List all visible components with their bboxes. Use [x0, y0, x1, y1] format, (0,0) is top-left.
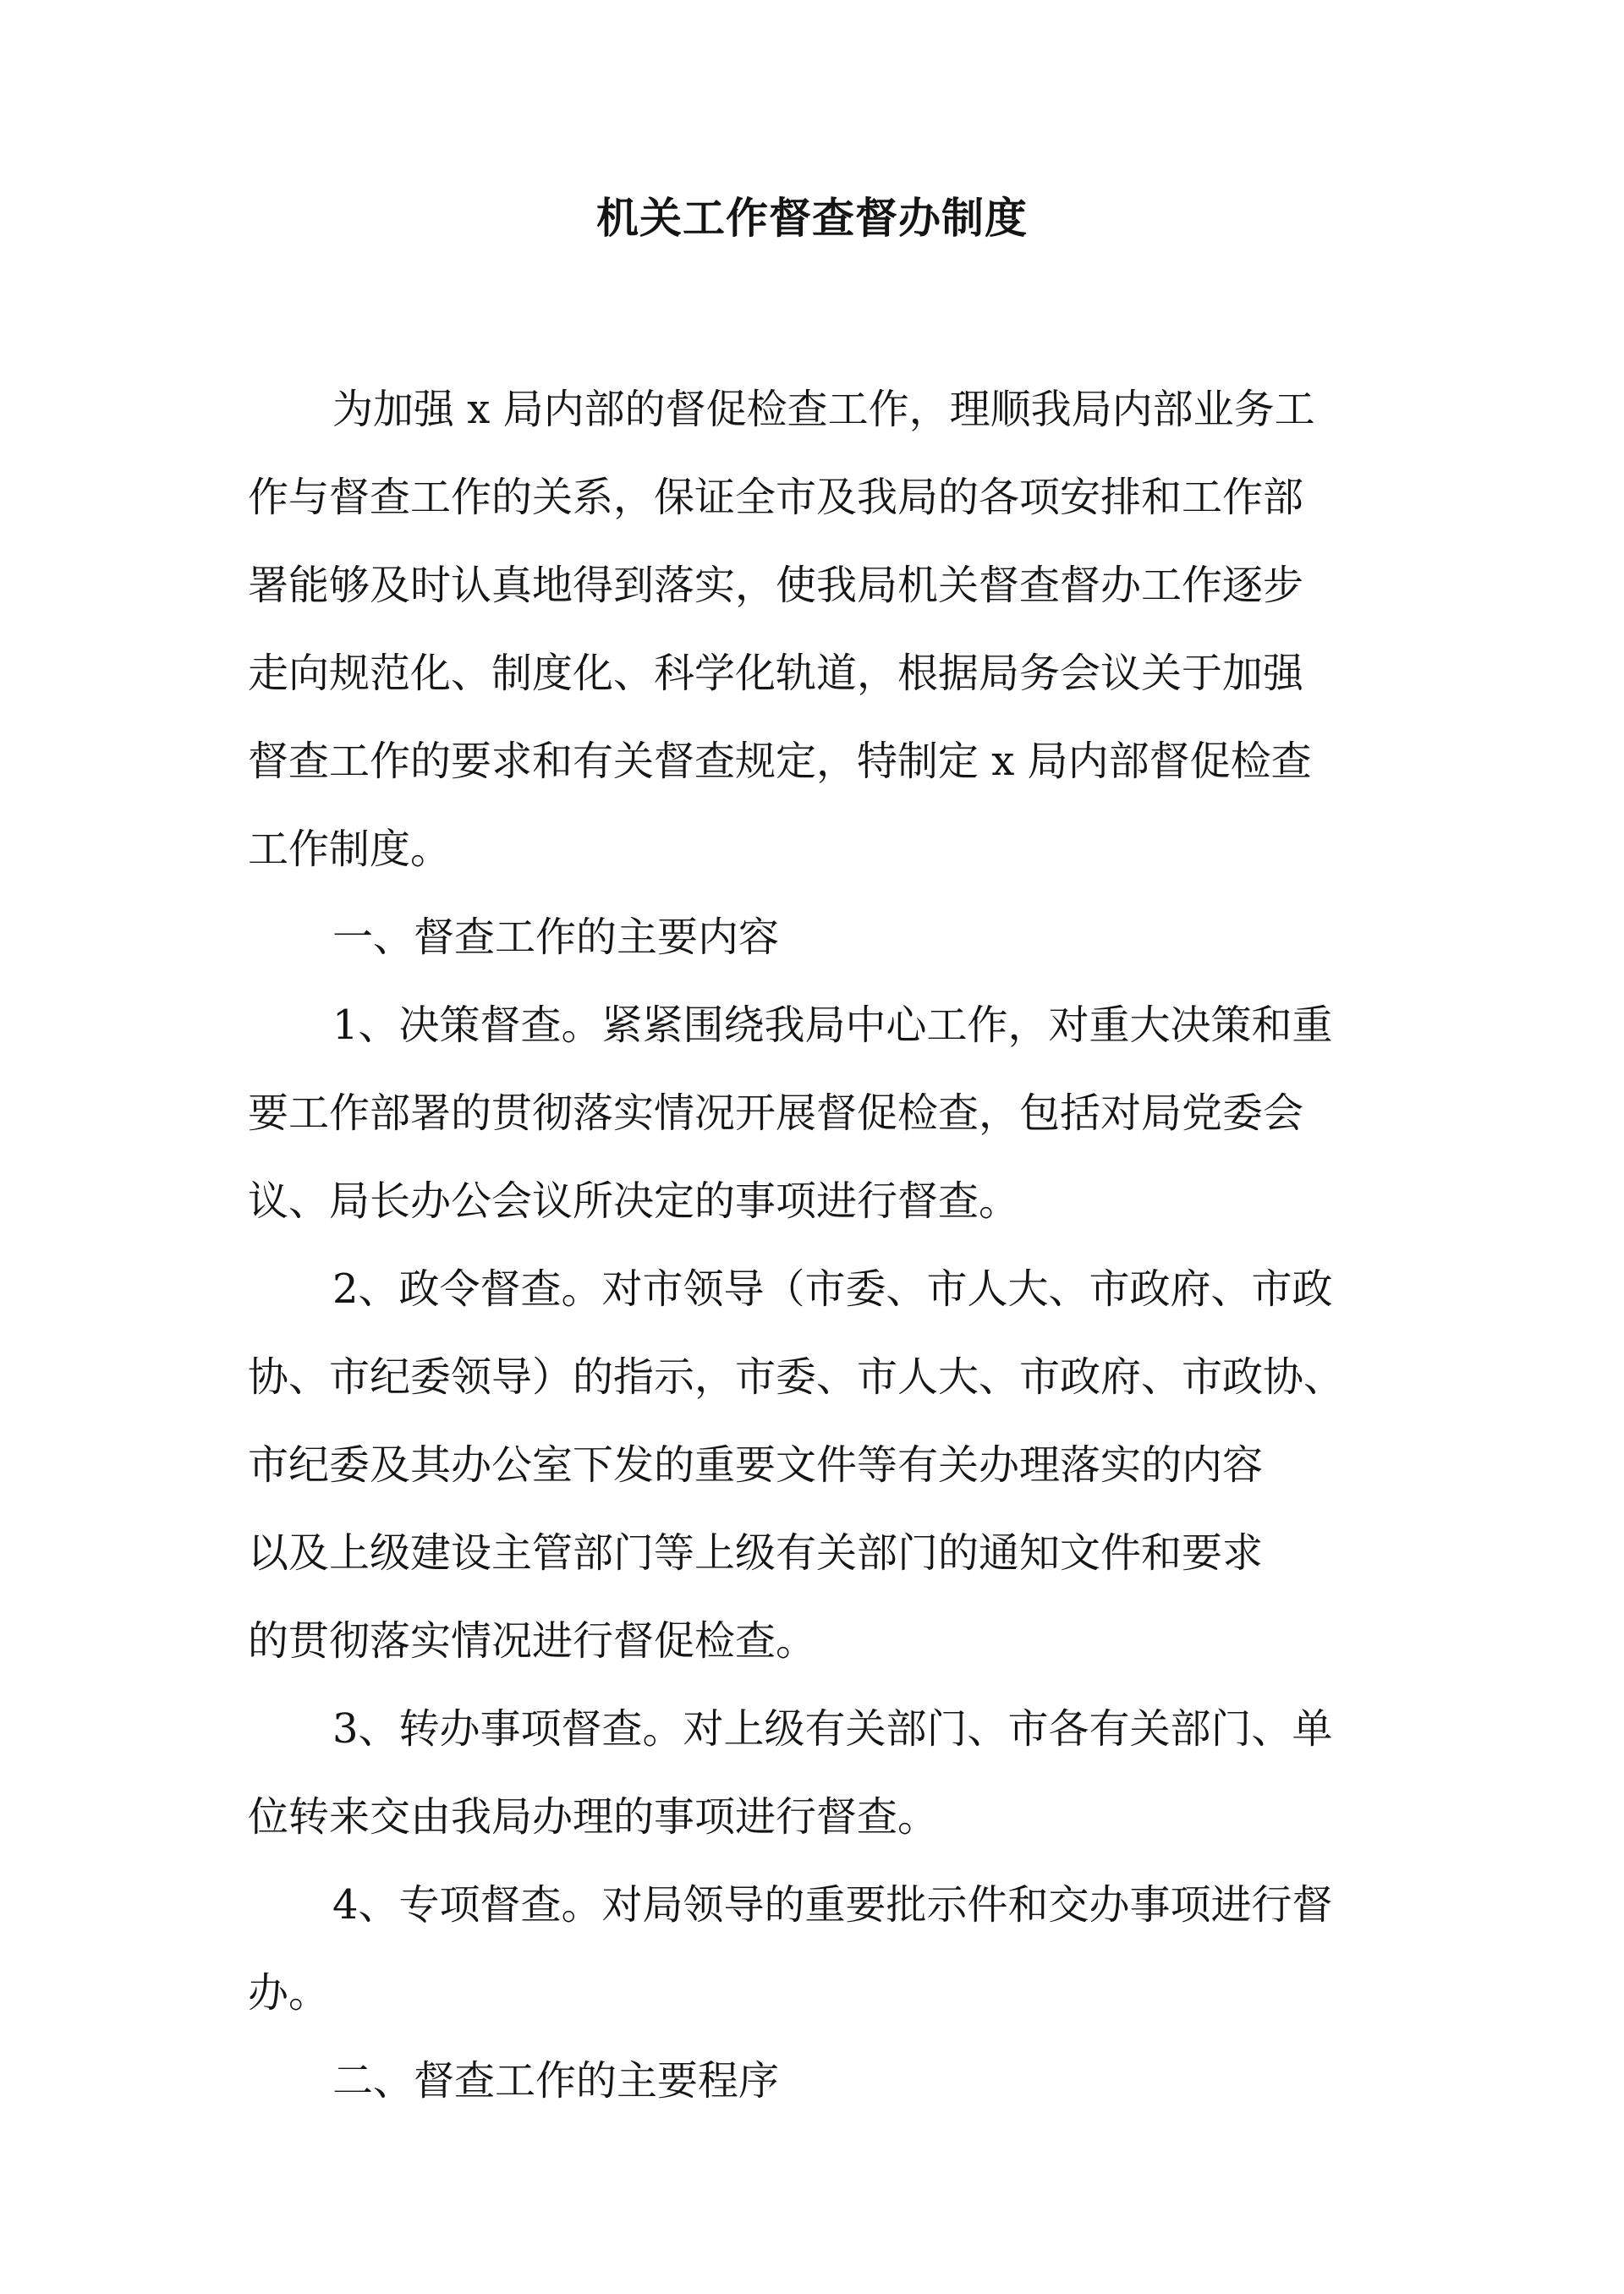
document-line: 4、专项督查。对局领导的重要批示件和交办事项进行督: [332, 1881, 1333, 1929]
document-line: 3、转办事项督查。对上级有关部门、市各有关部门、单: [332, 1705, 1333, 1753]
document-line: 位转来交由我局办理的事项进行督查。: [248, 1793, 939, 1841]
document-line: 走向规范化、制度化、科学化轨道，根据局务会议关于加强: [248, 650, 1304, 697]
document-line: 二、督查工作的主要程序: [332, 2057, 780, 2105]
document-line: 2、政令督查。对市领导（市委、市人大、市政府、市政: [332, 1265, 1333, 1313]
document-line: 署能够及时认真地得到落实，使我局机关督查督办工作逐步: [248, 562, 1304, 609]
document-line: 协、市纪委领导）的指示，市委、市人大、市政府、市政协、: [248, 1353, 1345, 1401]
document-line: 工作制度。: [248, 826, 452, 873]
document-line: 市纪委及其办公室下发的重要文件等有关办理落实的内容: [248, 1441, 1264, 1489]
document-line: 的贯彻落实情况进行督促检查。: [248, 1617, 817, 1665]
document-line: 以及上级建设主管部门等上级有关部门的通知文件和要求: [248, 1529, 1264, 1577]
document-line: 督查工作的要求和有关督查规定，特制定 x 局内部督促检查: [248, 738, 1312, 785]
document-line: 作与督查工作的关系，保证全市及我局的各项安排和工作部: [248, 474, 1304, 521]
document-line: 议、局长办公会议所决定的事项进行督查。: [248, 1177, 1020, 1225]
document-line: 办。: [248, 1969, 330, 2017]
document-line: 为加强 x 局内部的督促检查工作，理顺我局内部业务工: [332, 386, 1315, 433]
document-line: 1、决策督查。紧紧围绕我局中心工作，对重大决策和重: [332, 1002, 1333, 1049]
document-line: 一、督查工作的主要内容: [332, 914, 780, 961]
document-line: 要工作部署的贯彻落实情况开展督促检查，包括对局党委会: [248, 1089, 1304, 1137]
document-body: [248, 365, 1394, 2125]
document-title: 机关工作督查督办制度: [596, 193, 1028, 243]
